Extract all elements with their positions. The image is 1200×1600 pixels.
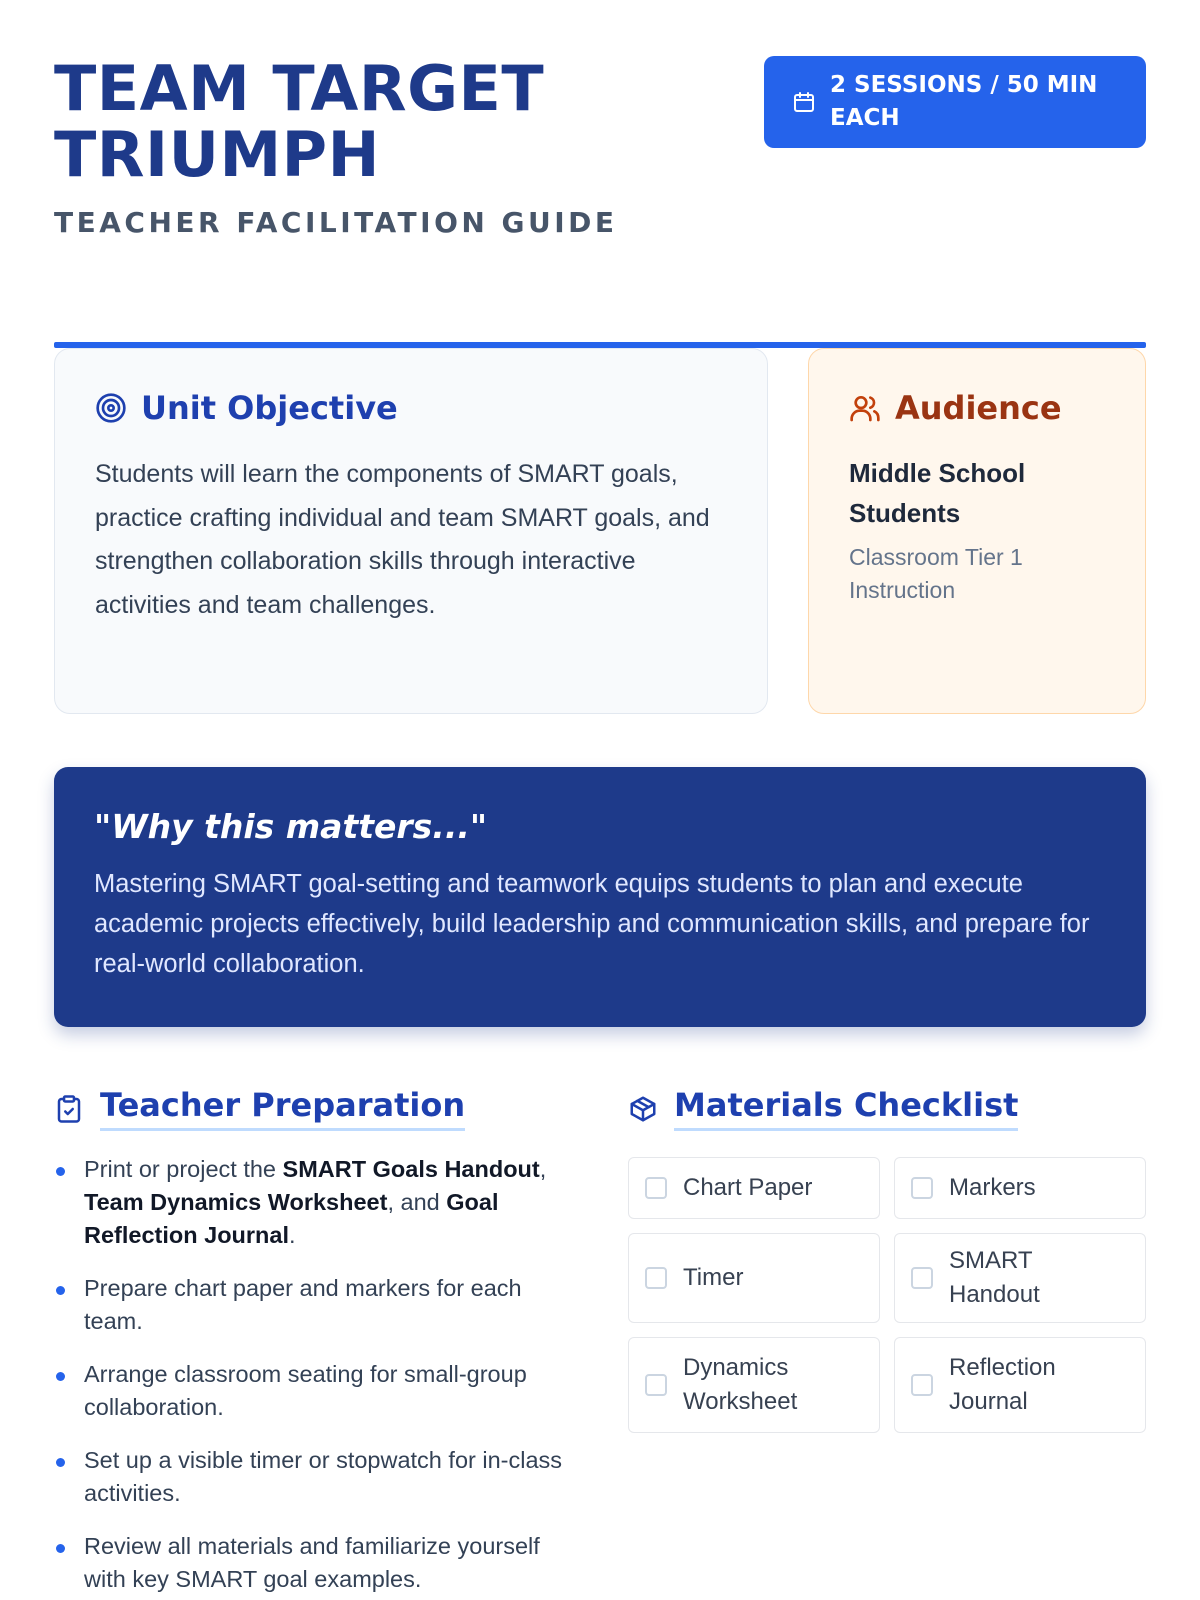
audience-title [849, 389, 1105, 427]
unit-objective-title-text: Unit Objective [141, 389, 398, 427]
page-subtitle: TEACHER FACILITATION GUIDE [54, 206, 618, 239]
list-item: Review all materials and familiarize yourself with key SMART goal examples. [54, 1530, 574, 1596]
materials-grid [628, 1157, 1146, 1433]
materials-checklist-section [628, 1086, 1146, 1433]
audience-card [808, 348, 1146, 714]
why-this-matters-card [54, 767, 1146, 1027]
prep-item-1-bold-1: SMART Goals Handout [282, 1156, 540, 1182]
header [54, 52, 1146, 296]
facilitation-guide-page [54, 0, 1146, 1600]
prep-item-1-sep-2: , and [387, 1189, 447, 1215]
list-item: Set up a visible timer or stopwatch for in-class activities. [54, 1444, 574, 1510]
session-badge-label: 2 SESSIONS / 50 MIN EACH [830, 72, 1098, 131]
list-item: Prepare chart paper and markers for each team. [54, 1272, 574, 1338]
unit-objective-title [95, 389, 727, 427]
prep-item-1-bold-2: Team Dynamics Worksheet [84, 1189, 388, 1215]
checklist-label: Reflection Journal [949, 1354, 1056, 1415]
checklist-item-dynamics-worksheet[interactable] [628, 1337, 880, 1433]
prep-item-1-suffix: . [289, 1222, 296, 1248]
audience-title-text: Audience [895, 389, 1062, 427]
checkbox[interactable] [645, 1267, 667, 1289]
title-line-1: TEAM TARGET [54, 52, 545, 125]
checklist-label: Timer [683, 1264, 744, 1291]
clipboard-check-icon [54, 1093, 84, 1125]
checklist-item-timer[interactable] [628, 1233, 880, 1323]
checklist-item-reflection-journal[interactable] [894, 1337, 1146, 1433]
unit-objective-card [54, 348, 768, 714]
audience-main: Middle School Students [849, 458, 1026, 528]
checkbox[interactable] [645, 1177, 667, 1199]
checkbox[interactable] [645, 1374, 667, 1396]
calendar-icon [792, 90, 816, 114]
why-title: "Why this matters..." [94, 807, 488, 846]
preparation-list [54, 1153, 574, 1596]
checkbox[interactable] [911, 1267, 933, 1289]
checklist-item-smart-handout[interactable] [894, 1233, 1146, 1323]
checkbox[interactable] [911, 1177, 933, 1199]
page-title [54, 52, 674, 191]
checklist-label: SMART Handout [949, 1247, 1040, 1308]
checklist-item-markers[interactable] [894, 1157, 1146, 1219]
materials-checklist-title-text: Materials Checklist [674, 1086, 1018, 1131]
unit-objective-body: Students will learn the components of SMART goals, practice crafting individual and team SMART goals, and strengthen collaboration skills through interactive activities and team challenges. [95, 460, 710, 619]
checklist-item-chart-paper[interactable] [628, 1157, 880, 1219]
users-icon [849, 392, 881, 424]
materials-checklist-title [628, 1086, 1146, 1131]
checkbox[interactable] [911, 1374, 933, 1396]
checklist-label: Chart Paper [683, 1174, 813, 1201]
prep-item-1-bold-3: Goal Reflection Journal [84, 1189, 499, 1248]
package-icon [628, 1093, 658, 1125]
prep-item-1-prefix: Print or project the [84, 1156, 283, 1182]
target-icon [95, 392, 127, 424]
teacher-preparation-section [54, 1086, 574, 1600]
list-item: Arrange classroom seating for small-group collaboration. [54, 1358, 574, 1424]
title-line-2: TRIUMPH [54, 118, 380, 191]
teacher-preparation-title-text: Teacher Preparation [100, 1086, 465, 1131]
list-item [54, 1153, 574, 1252]
session-badge [764, 56, 1146, 148]
audience-sub: Classroom Tier 1 Instruction [849, 544, 1023, 603]
checklist-label: Markers [949, 1174, 1036, 1201]
prep-item-1-sep-1: , [539, 1156, 547, 1182]
why-body: Mastering SMART goal-setting and teamwork equips students to plan and execute academic projects effectively, build leadership and communication skills, and prepare for real-world collaboration. [94, 870, 1090, 978]
checklist-label: Dynamics Worksheet [683, 1354, 798, 1415]
teacher-preparation-title [54, 1086, 574, 1131]
